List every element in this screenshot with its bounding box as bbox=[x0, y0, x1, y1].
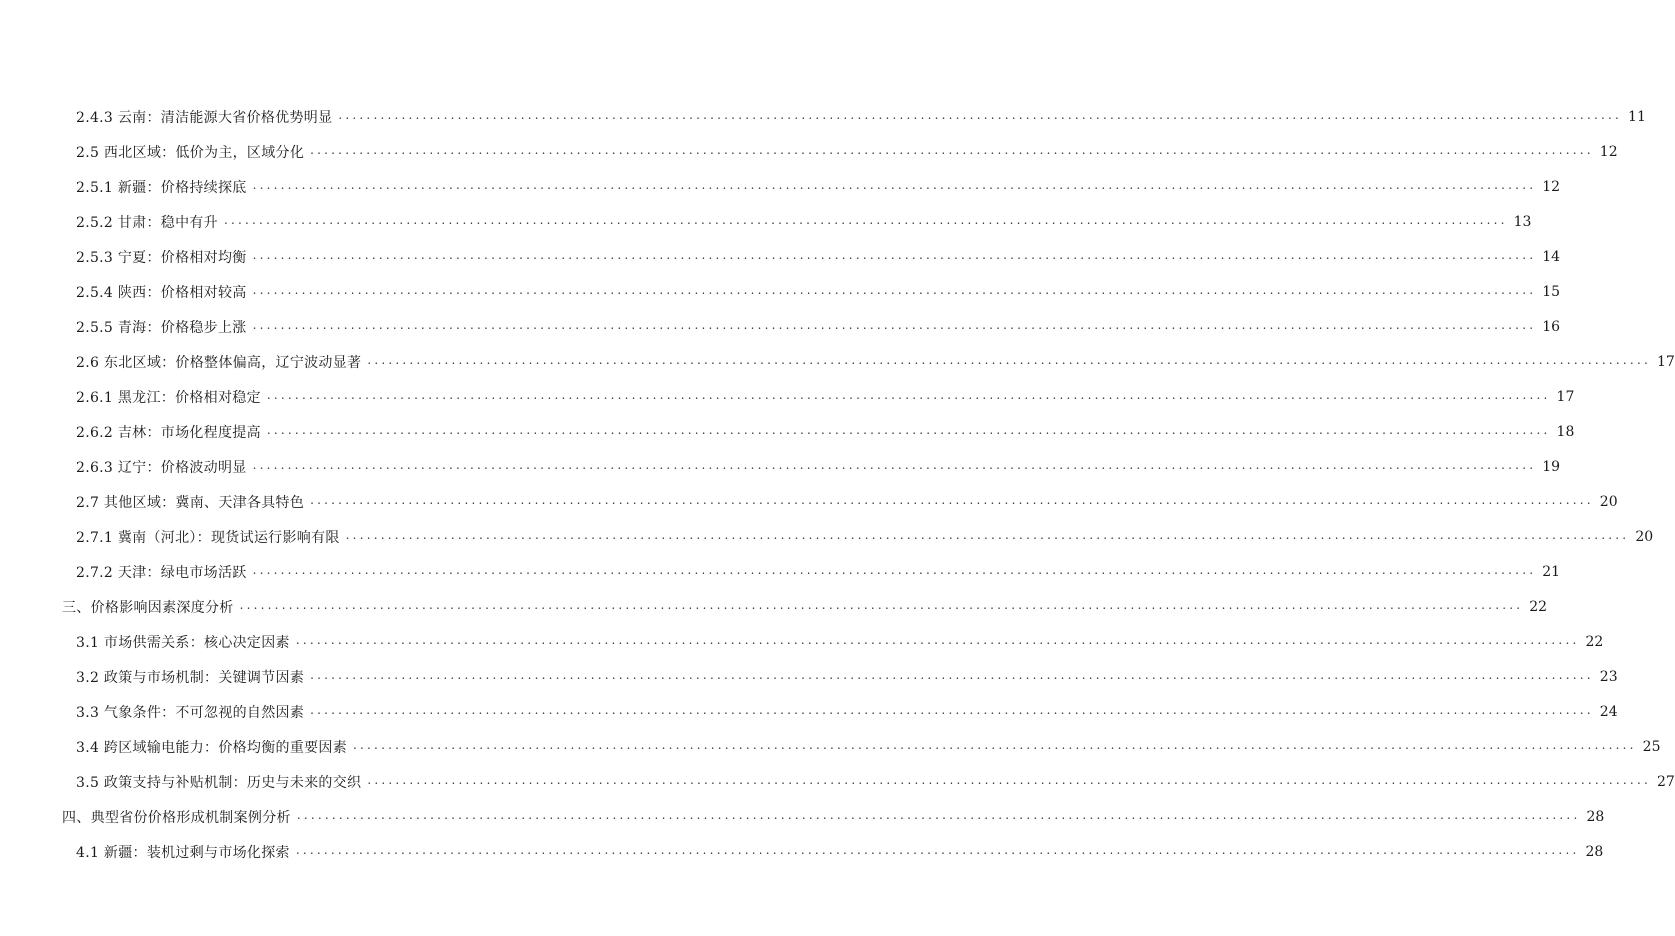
toc-entry-title: 3.1 市场供需关系：核心决定因素 bbox=[76, 635, 290, 651]
toc-entry[interactable] bbox=[0, 840, 1604, 864]
toc-entry-title: 2.4.3 云南：清洁能源大省价格优势明显 bbox=[76, 110, 333, 126]
toc-dot-leader bbox=[297, 808, 1581, 822]
toc-entry-title: 三、价格影响因素深度分析 bbox=[62, 600, 234, 616]
toc-entry[interactable] bbox=[0, 385, 1575, 409]
toc-entry-page: 12 bbox=[1542, 179, 1561, 195]
toc-entry-page: 13 bbox=[1513, 214, 1532, 230]
toc-entry[interactable] bbox=[0, 700, 1618, 724]
toc-entry-page: 27 bbox=[1656, 774, 1675, 790]
toc-entry[interactable] bbox=[0, 490, 1618, 514]
toc-dot-leader bbox=[253, 318, 1537, 332]
toc-entry-page: 20 bbox=[1635, 529, 1654, 545]
toc-dot-leader bbox=[253, 283, 1537, 297]
toc-entry-page: 15 bbox=[1542, 284, 1561, 300]
toc-entry[interactable] bbox=[0, 315, 1561, 339]
toc-entry[interactable] bbox=[0, 350, 1675, 374]
toc-entry-title: 3.3 气象条件：不可忽视的自然因素 bbox=[76, 705, 305, 721]
toc-dot-leader bbox=[310, 493, 1594, 507]
toc-entry-page: 17 bbox=[1656, 354, 1675, 370]
toc-entry-page: 23 bbox=[1599, 669, 1618, 685]
toc-entry[interactable] bbox=[0, 280, 1561, 304]
toc-entry-page: 12 bbox=[1599, 144, 1618, 160]
toc-dot-leader bbox=[296, 843, 1580, 857]
toc-entry[interactable] bbox=[0, 175, 1561, 199]
toc-entry-page: 22 bbox=[1529, 599, 1548, 615]
toc-entry-page: 28 bbox=[1586, 809, 1605, 825]
toc-entry-page: 14 bbox=[1542, 249, 1561, 265]
toc-entry[interactable] bbox=[0, 105, 1646, 129]
toc-dot-leader bbox=[240, 598, 1524, 612]
toc-entry-page: 22 bbox=[1585, 634, 1604, 650]
toc-dot-leader bbox=[346, 528, 1630, 542]
toc-entry[interactable] bbox=[0, 735, 1661, 759]
toc-dot-leader bbox=[338, 108, 1622, 122]
toc-entry[interactable] bbox=[0, 140, 1618, 164]
toc-entry-title: 2.5.1 新疆：价格持续探底 bbox=[76, 180, 247, 196]
toc-entry-title: 2.6.3 辽宁：价格波动明显 bbox=[76, 460, 247, 476]
toc-entry-title: 2.7.2 天津：绿电市场活跃 bbox=[76, 565, 247, 581]
toc-entry[interactable] bbox=[0, 630, 1604, 654]
toc-entry-page: 28 bbox=[1585, 844, 1604, 860]
toc-entry-title: 2.5.4 陕西：价格相对较高 bbox=[76, 285, 247, 301]
toc-entry-page: 21 bbox=[1542, 564, 1561, 580]
toc-dot-leader bbox=[253, 458, 1537, 472]
toc-dot-leader bbox=[267, 388, 1551, 402]
toc-entry-page: 25 bbox=[1642, 739, 1661, 755]
toc-dot-leader bbox=[367, 773, 1651, 787]
toc-entry-title: 2.6.1 黑龙江：价格相对稳定 bbox=[76, 390, 261, 406]
toc-entry-title: 2.5 西北区域：低价为主，区域分化 bbox=[76, 145, 305, 161]
toc-dot-leader bbox=[310, 668, 1594, 682]
toc-entry-page: 19 bbox=[1542, 459, 1561, 475]
toc-dot-leader bbox=[253, 563, 1537, 577]
toc-dot-leader bbox=[310, 143, 1594, 157]
toc-dot-leader bbox=[253, 248, 1537, 262]
toc-dot-leader bbox=[224, 213, 1508, 227]
toc-entry-title: 4.1 新疆：装机过剩与市场化探索 bbox=[76, 845, 290, 861]
toc-entry-title: 2.7.1 冀南（河北）：现货试运行影响有限 bbox=[76, 530, 340, 546]
toc-entry-title: 3.4 跨区域输电能力：价格均衡的重要因素 bbox=[76, 740, 348, 756]
toc-entry[interactable] bbox=[0, 560, 1561, 584]
toc-dot-leader bbox=[353, 738, 1637, 752]
toc-entry-page: 20 bbox=[1599, 494, 1618, 510]
toc-entry-title: 3.2 政策与市场机制：关键调节因素 bbox=[76, 670, 305, 686]
toc-entry-page: 17 bbox=[1556, 389, 1575, 405]
toc-dot-leader bbox=[367, 353, 1651, 367]
toc-entry-page: 24 bbox=[1599, 704, 1618, 720]
toc-entry[interactable] bbox=[0, 210, 1532, 234]
toc-entry-page: 16 bbox=[1542, 319, 1561, 335]
toc-entry-page: 18 bbox=[1556, 424, 1575, 440]
toc-dot-leader bbox=[310, 703, 1594, 717]
toc-entry[interactable] bbox=[0, 455, 1561, 479]
toc-entry-title: 2.5.2 甘肃：稳中有升 bbox=[76, 215, 218, 231]
toc-entry[interactable] bbox=[0, 420, 1575, 444]
toc-entry[interactable] bbox=[0, 595, 1548, 619]
toc-entry-title: 2.5.5 青海：价格稳步上涨 bbox=[76, 320, 247, 336]
toc-dot-leader bbox=[296, 633, 1580, 647]
toc-entry-page: 11 bbox=[1628, 109, 1646, 125]
toc-entry[interactable] bbox=[0, 525, 1654, 549]
toc-dot-leader bbox=[253, 178, 1537, 192]
toc-entry-title: 2.6.2 吉林：市场化程度提高 bbox=[76, 425, 261, 441]
toc-entry-title: 3.5 政策支持与补贴机制：历史与未来的交织 bbox=[76, 775, 362, 791]
toc-entry-title: 四、典型省份价格形成机制案例分析 bbox=[62, 810, 291, 826]
toc-entry-title: 2.6 东北区域：价格整体偏高，辽宁波动显著 bbox=[76, 355, 362, 371]
toc-entry-title: 2.5.3 宁夏：价格相对均衡 bbox=[76, 250, 247, 266]
toc-entry-title: 2.7 其他区域：冀南、天津各具特色 bbox=[76, 495, 305, 511]
toc-entry[interactable] bbox=[0, 245, 1561, 269]
toc-dot-leader bbox=[267, 423, 1551, 437]
toc-entry[interactable] bbox=[0, 805, 1605, 829]
toc-entry[interactable] bbox=[0, 770, 1675, 794]
toc-entry[interactable] bbox=[0, 665, 1618, 689]
